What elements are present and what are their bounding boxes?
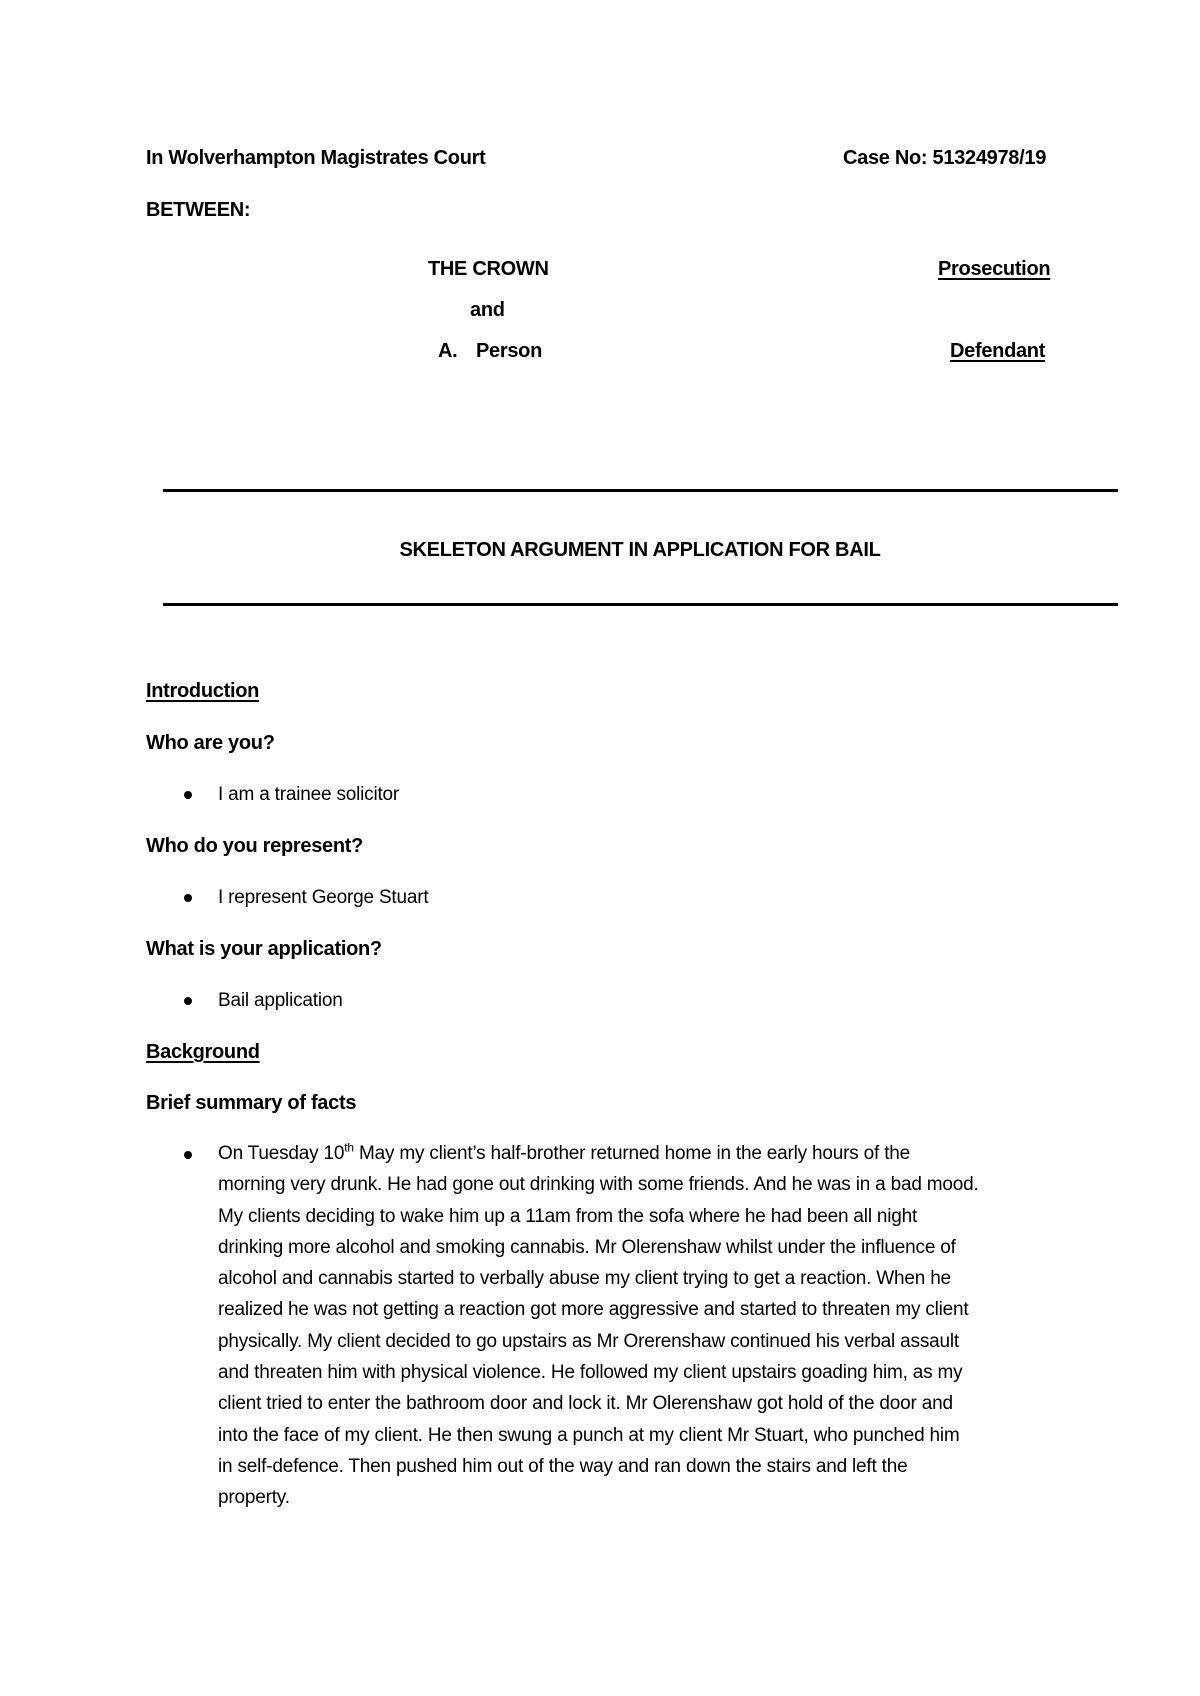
facts-line: into the face of my client. He then swung a punch at my client Mr Stuart, who punched him <box>218 1424 960 1446</box>
bullet-icon <box>184 894 192 902</box>
facts-line: and threaten him with physical violence. He followed my client upstairs goading him, as my <box>218 1362 963 1384</box>
defendant-role: Defendant <box>950 340 1046 362</box>
facts-ordinal: th <box>344 1140 354 1155</box>
court-name: In Wolverhampton Magistrates Court <box>146 147 486 169</box>
facts-line: property. <box>218 1487 290 1509</box>
bullet-icon <box>184 997 192 1005</box>
between-label: BETWEEN: <box>146 199 251 221</box>
defendant-name: Person <box>476 340 543 362</box>
facts-line: in self-defence. Then pushed him out of the way and ran down the stairs and left the <box>218 1455 908 1477</box>
facts-line: client tried to enter the bathroom door and lock it. Mr Olerenshaw got hold of the door and <box>218 1393 953 1415</box>
background-heading: Background <box>146 1041 260 1063</box>
title-bottom-rule <box>163 603 1118 606</box>
facts-line <box>218 1138 1098 1169</box>
answer-who-represent: I represent George Stuart <box>218 887 429 908</box>
facts-line: My clients deciding to wake him up a 11am from the sofa where he had been all night <box>218 1205 918 1227</box>
prosecution-name: THE CROWN <box>428 258 549 280</box>
facts-line: drinking more alcohol and smoking cannabis. Mr Olerenshaw whilst under the influence of <box>218 1236 956 1258</box>
facts-line: morning very drunk. He had gone out drinking with some friends. And he was in a bad mood. <box>218 1174 979 1196</box>
document-title: SKELETON ARGUMENT IN APPLICATION FOR BAIL <box>399 539 881 561</box>
bullet-icon <box>184 1151 192 1159</box>
introduction-heading: Introduction <box>146 680 260 702</box>
defendant-initial: A. <box>438 340 458 362</box>
facts-lead: On Tuesday 10 <box>218 1143 345 1164</box>
answer-who-are-you: I am a trainee solicitor <box>218 784 400 805</box>
facts-line: realized he was not getting a reaction got more aggressive and started to threaten my client <box>218 1299 969 1321</box>
case-number: Case No: 51324978/19 <box>843 147 1047 169</box>
question-who-are-you: Who are you? <box>146 732 275 754</box>
question-who-represent: Who do you represent? <box>146 835 364 857</box>
and-conjunction: and <box>470 299 505 321</box>
title-top-rule <box>163 489 1118 492</box>
question-summary-of-facts: Brief summary of facts <box>146 1092 357 1114</box>
question-application: What is your application? <box>146 938 382 960</box>
facts-paragraph <box>218 1138 1098 1514</box>
facts-line1-rest: May my client’s half-brother returned home in the early hours of the <box>353 1143 911 1164</box>
bullet-icon <box>184 791 192 799</box>
answer-application: Bail application <box>218 990 343 1011</box>
facts-line: alcohol and cannabis started to verbally abuse my client trying to get a reaction. When he <box>218 1268 951 1290</box>
facts-line: physically. My client decided to go upstairs as Mr Orerenshaw continued his verbal assault <box>218 1330 959 1352</box>
prosecution-role: Prosecution <box>938 258 1051 280</box>
